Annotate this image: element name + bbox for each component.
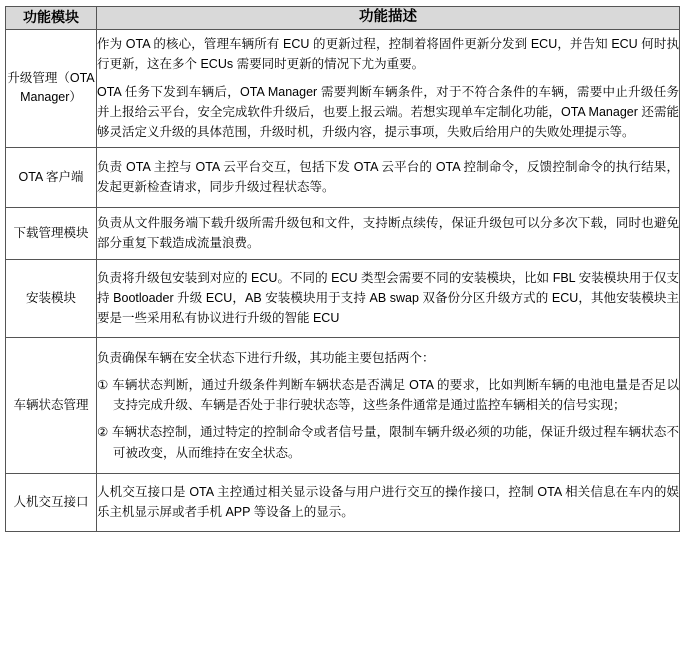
module-description-cell — [97, 259, 680, 337]
description-paragraph: 人机交互接口是 OTA 主控通过相关显示设备与用户进行交互的操作接口，控制 OTA 相关信息在车内的娱乐主机显示屏或者手机 APP 等设备上的显示。 — [97, 485, 679, 520]
description-paragraph: 负责从文件服务端下载升级所需升级包和文件，支持断点续传，保证升级包可以分多次下载，同时也避免部分重复下载造成流量浪费。 — [97, 216, 679, 251]
module-name-cell: 安装模块 — [6, 259, 97, 337]
table-row — [6, 147, 680, 207]
description-paragraph: 负责将升级包安装到对应的 ECU。不同的 ECU 类型会需要不同的安装模块，比如 FBL 安装模块用于仅支持 Bootloader 升级 ECU，AB 安装模块用于支持 AB swap 双备份分区升级方式的 ECU，其他安装模块主要是一些采用私有协议进行升级的智能 ECU — [97, 270, 679, 326]
description-paragraph: 负责 OTA 主控与 OTA 云平台交互，包括下发 OTA 云平台的 OTA 控制命令，反馈控制命令的执行结果，发起更新检查请求，同步升级过程状态等。 — [97, 160, 679, 195]
table-body — [6, 29, 680, 531]
column-header-module: 功能模块 — [6, 7, 97, 30]
function-module-table — [5, 6, 680, 532]
description-list-item: ① 车辆状态判断，通过升级条件判断车辆状态是否满足 OTA 的要求，比如判断车辆的电池电量是否足以支持完成升级、车辆是否处于非行驶状态等，这些条件通常是通过监控车辆相关的信号实现； — [97, 377, 679, 413]
table-header — [6, 7, 680, 30]
module-description-cell — [97, 337, 680, 473]
module-name-cell: OTA 客户端 — [6, 147, 97, 207]
module-description-cell — [97, 207, 680, 259]
module-name-cell: 下载管理模块 — [6, 207, 97, 259]
table-row — [6, 207, 680, 259]
module-name-cell: 车辆状态管理 — [6, 337, 97, 473]
table-header-row — [6, 7, 680, 30]
module-name-cell: 升级管理（OTA Manager） — [6, 29, 97, 147]
module-name-cell: 人机交互接口 — [6, 473, 97, 531]
module-description-cell — [97, 473, 680, 531]
description-paragraph: 作为 OTA 的核心，管理车辆所有 ECU 的更新过程，控制着将固件更新分发到 ECU，并告知 ECU 何时执行更新，这在多个 ECUs 需要同时更新的情况下尤为重要。 — [97, 37, 679, 72]
description-paragraph: OTA 任务下发到车辆后，OTA Manager 需要判断车辆条件，对于不符合条件的车辆，需要中止升级任务并上报给云平台，安全完成软件升级后，也要上报云端。若想实现单车定制化功能，OTA Manager 还需能够灵活定义升级的具体范围，升级时机，升级内容，提示事项，失败后给用户的失败处理提示等。 — [97, 84, 679, 140]
table-row — [6, 337, 680, 473]
column-header-description: 功能描述 — [97, 7, 680, 30]
module-description-cell — [97, 147, 680, 207]
table-row — [6, 259, 680, 337]
module-description-cell — [97, 29, 680, 147]
description-paragraph: 负责确保车辆在安全状态下进行升级，其功能主要包括两个： — [97, 350, 435, 365]
description-list-item: ② 车辆状态控制，通过特定的控制命令或者信号量，限制车辆升级必须的功能，保证升级过程车辆状态不可被改变，从而维持在安全状态。 — [97, 425, 679, 460]
table-row — [6, 473, 680, 531]
table-row — [6, 29, 680, 147]
